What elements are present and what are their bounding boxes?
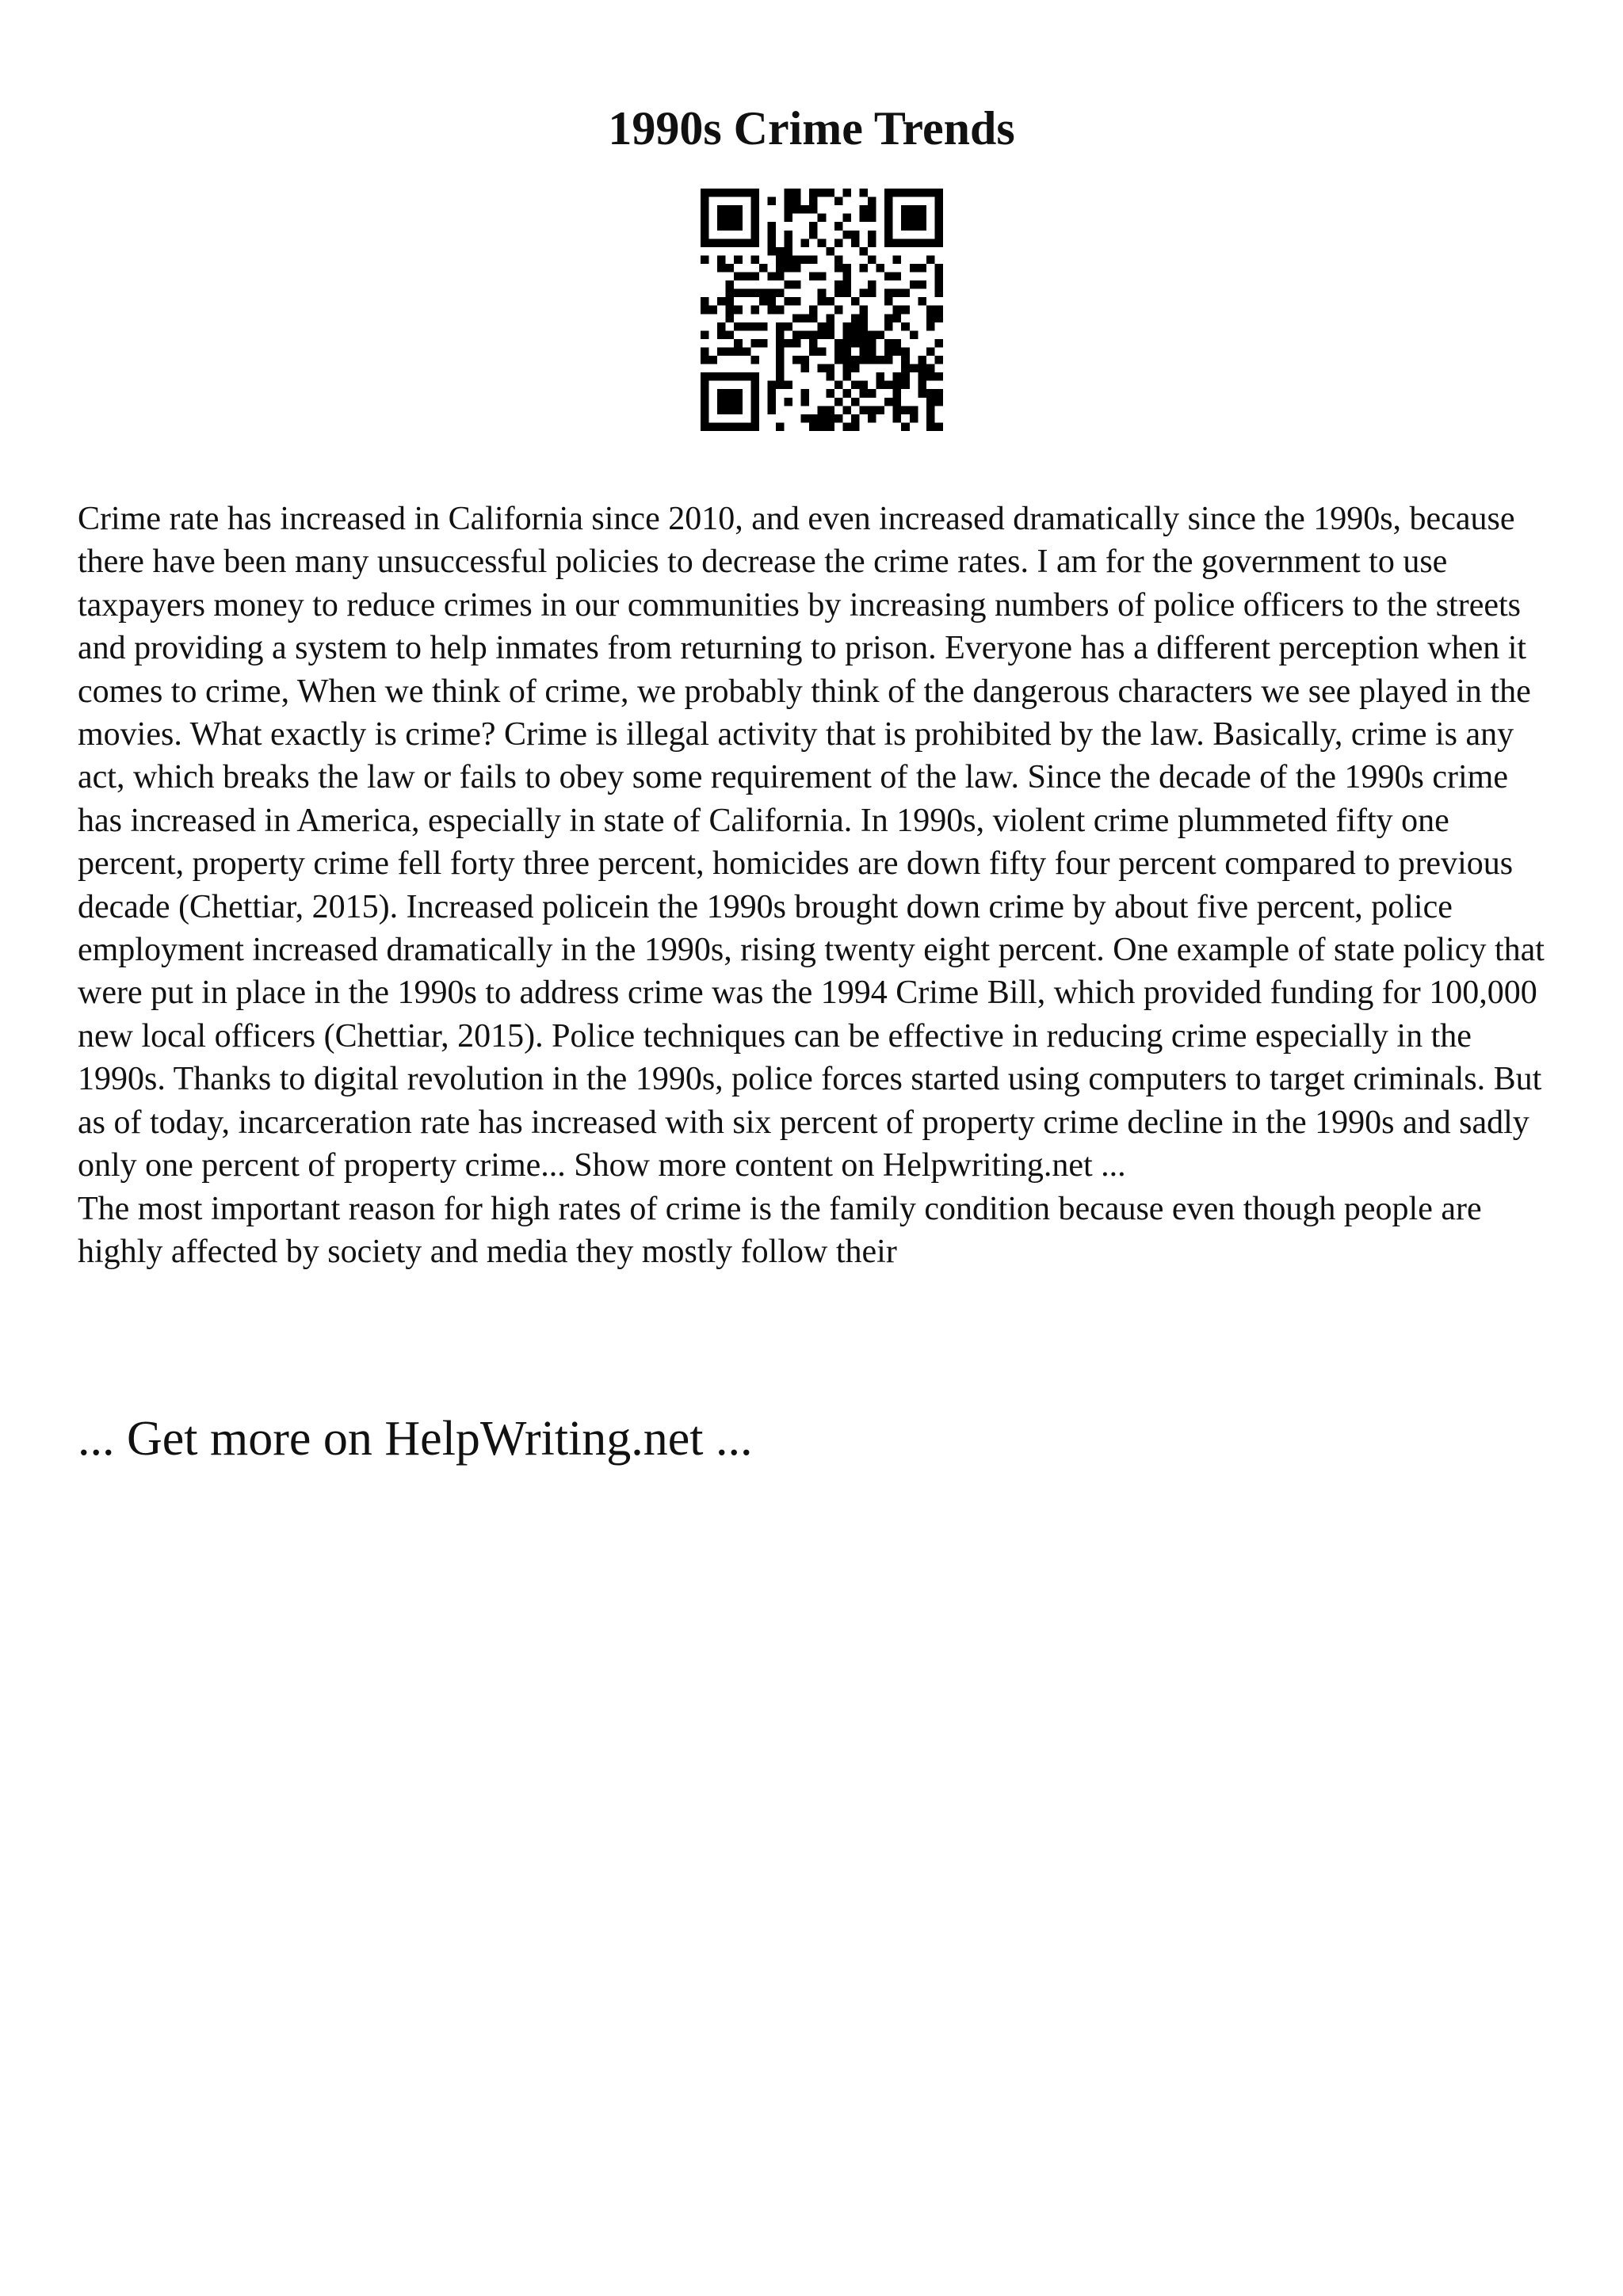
page-title: 1990s Crime Trends [608,102,1015,154]
paragraph-1: Crime rate has increased in California since 2010, and even increased dramatically since the 1990s, because there have been many unsuccessful policies to decrease the crime rates. I am for the government to use taxpayers money to reduce crimes in our communities by increasing numbers of police officers to the streets and providing a system to help inmates from returning to prison. Everyone has a different perception when it comes to crime, When we think of crime, we probably think of the dangerous characters we see played in the movies. What exactly is crime? Crime is illegal activity that is prohibited by the law. Basically, crime is any act, which breaks the law or fails to obey some requirement of the law. Since the decade of the 1990s crime has increased in America, especially in state of California. In 1990s, violent crime plummeted fifty one percent, property crime fell forty three percent, homicides are down fifty four percent compared to previous decade (Chettiar, 2015). Increased policein the 1990s brought down crime by about five percent, police employment increased dramatically in the 1990s, rising twenty eight percent. One example of state policy that were put in place in the 1990s to address crime was the 1994 Crime Bill, which provided funding for 100,000 new local officers (Chettiar, 2015). Police techniques can be effective in reducing crime especially in the 1990s. Thanks to digital revolution in the 1990s, police forces started using computers to target criminals. But as of today, incarceration rate has increased with six percent of property crime decline in the 1990s and sadly only one percent of property crime... Show more content on Helpwriting.net ... [78,501,1545,1184]
qr-code-icon[interactable] [701,189,943,431]
qr-code-graphic [701,189,943,431]
paragraph-2: The most important reason for high rates of crime is the family condition because even though people are highly affected by society and media they mostly follow their [78,1190,1482,1270]
essay-body [78,498,1560,1273]
get-more-link[interactable]: ... Get more on HelpWriting.net ... [78,1412,753,1466]
